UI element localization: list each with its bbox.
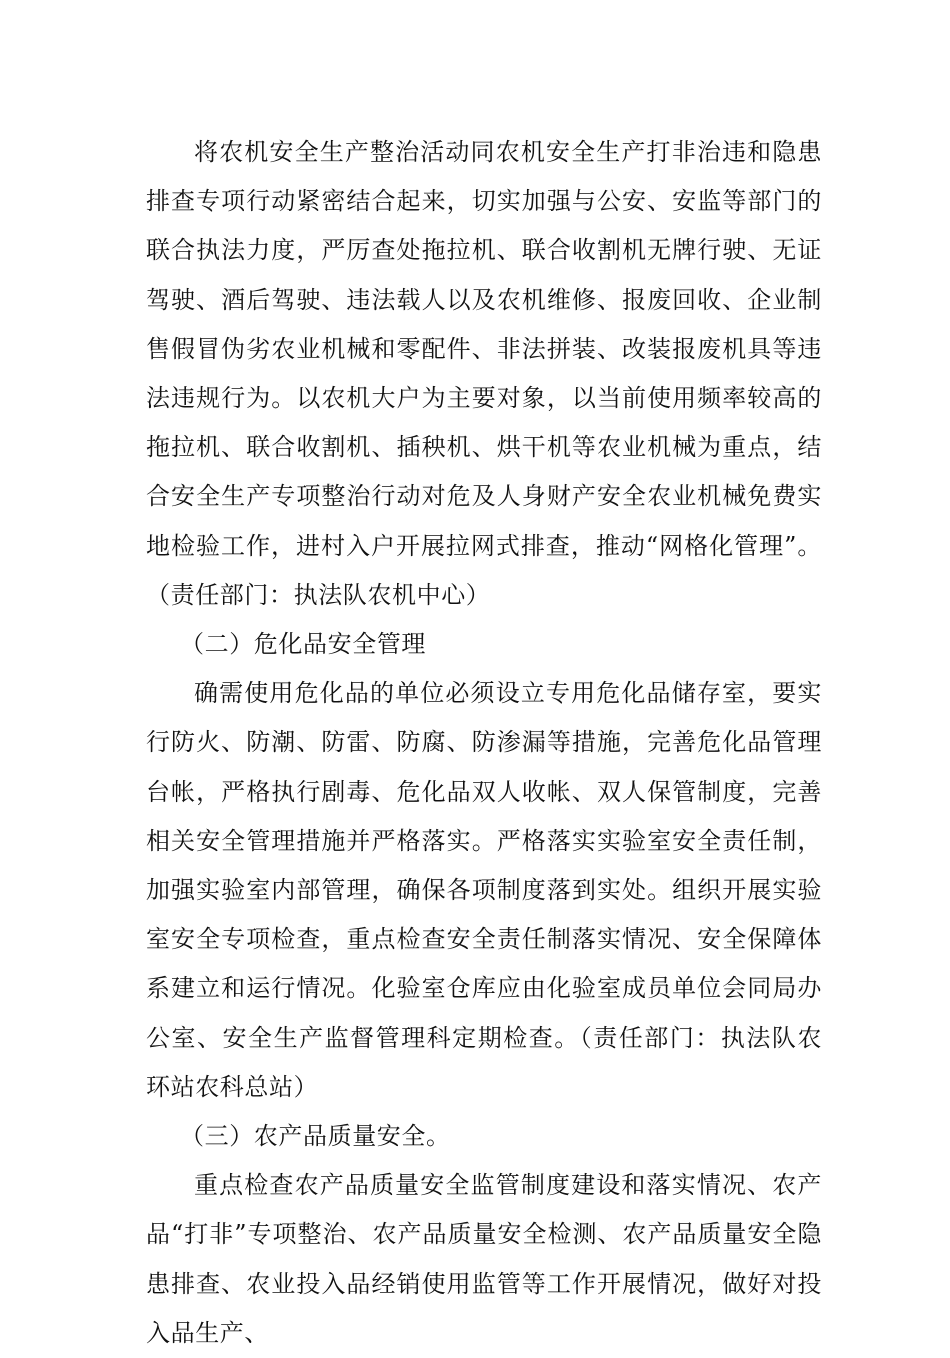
section-heading-hazardous-chemicals: （二）危化品安全管理 (180, 630, 426, 659)
paragraph-hazardous-chemicals: 确需使用危化品的单位必须设立专用危化品储存室，要实行防火、防潮、防雷、防腐、防渗漏等措施，完善危化品管理台帐，严格执行剧毒、危化品双人收帐、双人保管制度，完善相关安全管理措施并严格落实。严格落实实验室安全责任制，加强实验室内部管理，确保各项制度落到实处。组织开展实验室安全专项检查，重点检查安全责任制落实情况、安全保障体系建立和运行情况。化验室仓库应由化验室成员单位会同局办公室、安全生产监督管理科定期检查。（责任部门：执法队农环站农科总站） (146, 679, 822, 1101)
paragraph-product-quality: 重点检查农产品质量安全监管制度建设和落实情况、农产品“打非”专项整治、农产品质量安全检测、农产品质量安全隐患排查、农业投入品经销使用监管等工作开展情况，做好对投入品生产、 (146, 1171, 822, 1347)
paragraph-farm-machinery: 将农机安全生产整治活动同农机安全生产打非治违和隐患排查专项行动紧密结合起来，切实加强与公安、安监等部门的联合执法力度，严厉查处拖拉机、联合收割机无牌行驶、无证驾驶、酒后驾驶、违法载人以及农机维修、报废回收、企业制售假冒伪劣农业机械和零配件、非法拼装、改装报废机具等违法违规行为。以农机大户为主要对象，以当前使用频率较高的拖拉机、联合收割机、插秧机、烘干机等农业机械为重点，结合安全生产专项整治行动对危及人身财产安全农业机械免费实地检验工作，进村入户开展拉网式排查，推动“网格化管理”。（责任部门：执法队农机中心） (146, 138, 822, 609)
document-body (146, 128, 822, 1358)
section-heading-product-quality: （三）农产品质量安全。 (180, 1122, 451, 1151)
